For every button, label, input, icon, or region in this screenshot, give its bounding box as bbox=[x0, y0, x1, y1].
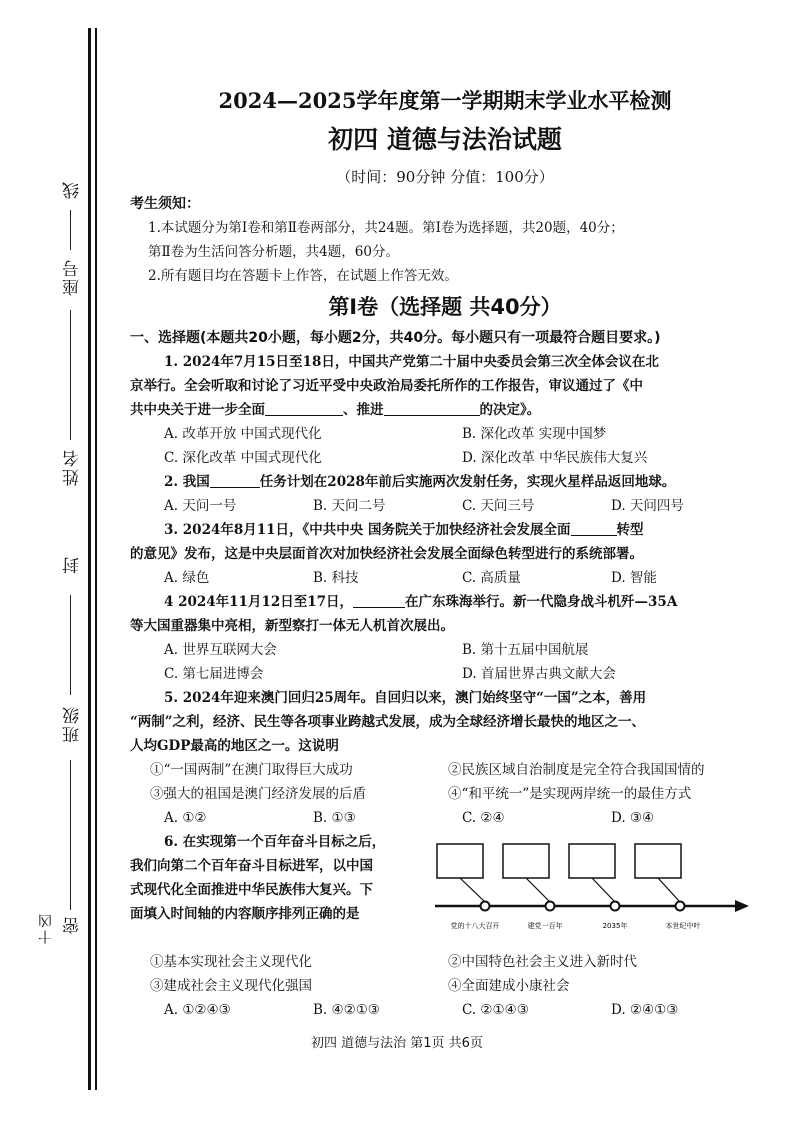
class-line bbox=[70, 595, 71, 695]
option-c: C. ②④ bbox=[462, 810, 505, 826]
q6-line: 6. 在实现第一个百年奋斗目标之后， bbox=[164, 834, 386, 850]
option-b: B. 天问二号 bbox=[313, 498, 386, 514]
option-a: A. 天问一号 bbox=[164, 498, 237, 514]
q5-line: 人均GDP最高的地区之一。这说明 bbox=[130, 738, 339, 754]
statement-4: ④“和平统一”是实现两岸统一的最佳方式 bbox=[448, 786, 692, 802]
q4-line bbox=[130, 590, 760, 614]
timeline-connector bbox=[658, 878, 680, 902]
statement-4: ④全面建成小康社会 bbox=[448, 978, 570, 994]
notice-line: 1.本试题分为第Ⅰ卷和第Ⅱ卷两部分，共24题。第Ⅰ卷为选择题，共20题，40分； bbox=[148, 220, 624, 236]
timeline-node bbox=[676, 902, 685, 911]
q1-line bbox=[130, 398, 760, 422]
option-c: C. 第七届进博会 bbox=[164, 666, 264, 682]
q1-text: 的决定》。 bbox=[479, 402, 541, 418]
side-label-class: 班级 bbox=[63, 705, 83, 743]
exam-info: （时间：90分钟 分值：100分） bbox=[336, 168, 554, 186]
q3-line bbox=[130, 518, 760, 542]
option-b: B. 深化改革 实现中国梦 bbox=[462, 426, 607, 442]
timeline-diagram bbox=[435, 840, 755, 940]
q2-options bbox=[130, 494, 760, 518]
q6-line: 我们向第二个百年奋斗目标进军，以中国 bbox=[130, 858, 373, 874]
option-c: C. ②①④③ bbox=[462, 1002, 529, 1018]
q2-text: 任务计划在2028年前后实施两次发射任务，实现火星样品返回地球。 bbox=[259, 474, 676, 490]
q6-line: 面填入时间轴的内容顺序排列正确的是 bbox=[130, 906, 360, 922]
q3-options bbox=[130, 566, 760, 590]
option-c: C. 高质量 bbox=[462, 570, 521, 586]
q1-text: 共中央关于进一步全面 bbox=[130, 402, 265, 418]
answer-blank bbox=[210, 471, 260, 488]
timeline-label: 党的十八大召开 bbox=[450, 922, 500, 930]
q4-line: 等大国重器集中亮相，新型察打一体无人机首次展出。 bbox=[130, 618, 454, 634]
option-b: B. 科技 bbox=[313, 570, 359, 586]
notice-line: 第Ⅱ卷为生活问答分析题，共4题，60分。 bbox=[148, 244, 399, 260]
statement-3: ③建成社会主义现代化强国 bbox=[150, 978, 312, 994]
timeline-box-1 bbox=[437, 844, 483, 878]
statement-3: ③强大的祖国是澳门经济发展的后盾 bbox=[150, 786, 366, 802]
side-label-xian: 线 bbox=[63, 180, 83, 199]
answer-blank bbox=[265, 399, 343, 416]
option-b: B. 第十五届中国航展 bbox=[462, 642, 589, 658]
timeline-box-4 bbox=[635, 844, 681, 878]
q1-text: 、推进 bbox=[343, 402, 384, 418]
side-label-name: 姓名 bbox=[63, 448, 83, 486]
q4-options bbox=[130, 638, 760, 662]
timeline-connector bbox=[526, 878, 550, 902]
statement-2: ②中国特色社会主义进入新时代 bbox=[448, 954, 637, 970]
extra-line bbox=[70, 760, 71, 910]
timeline-box-2 bbox=[503, 844, 549, 878]
option-a: A. ①② bbox=[164, 810, 207, 826]
timeline-box-3 bbox=[569, 844, 615, 878]
option-d: D. 首届世界古典文献大会 bbox=[462, 666, 616, 682]
timeline-label: 本世纪中叶 bbox=[665, 922, 701, 930]
main-content bbox=[130, 84, 760, 1022]
q5-options bbox=[130, 806, 760, 830]
timeline-label: 建党一百年 bbox=[527, 922, 563, 930]
q3-text: 转型 bbox=[616, 522, 644, 538]
q6-statements bbox=[130, 950, 760, 974]
name-line bbox=[70, 310, 71, 440]
timeline-label: 2035年 bbox=[602, 922, 628, 930]
option-d: D. 智能 bbox=[611, 570, 657, 586]
q4-options bbox=[130, 662, 760, 686]
option-c: C. 天问三号 bbox=[462, 498, 535, 514]
q2-line bbox=[130, 470, 760, 494]
timeline-connector bbox=[460, 878, 485, 902]
q1-line: 1. 2024年7月15日至18日，中国共产党第二十届中央委员会第三次全体会议在北 bbox=[164, 354, 659, 370]
statement-1: ①“一国两制”在澳门取得巨大成功 bbox=[150, 762, 353, 778]
answer-blank bbox=[384, 399, 480, 416]
q5-statements bbox=[130, 782, 760, 806]
binding-line-thin bbox=[95, 28, 97, 1090]
option-a: A. 世界互联网大会 bbox=[164, 642, 277, 658]
side-label-top: 十凶 bbox=[38, 912, 54, 944]
statement-2: ②民族区域自治制度是完全符合我国国情的 bbox=[448, 762, 705, 778]
exam-subject: 初四 道德与法治试题 bbox=[328, 125, 562, 154]
q5-line: 5. 2024年迎来澳门回归25周年。自回归以来，澳门始终坚守“一国”之本，善用 bbox=[164, 690, 647, 706]
q3-line: 的意见》发布，这是中央层面首次对加快经济社会发展全面绿色转型进行的系统部署。 bbox=[130, 546, 643, 562]
q5-statements bbox=[130, 758, 760, 782]
timeline-node bbox=[611, 902, 620, 911]
q4-text: 在广东珠海举行。新一代隐身战斗机歼—35A bbox=[405, 594, 678, 610]
q6-statements bbox=[130, 974, 760, 998]
q5-line: “两制”之利，经济、民生等各项事业跨越式发展，成为全球经济增长最快的地区之一、 bbox=[130, 714, 646, 730]
q1-line: 京举行。全会听取和讨论了习近平受中央政治局委托所作的工作报告，审议通过了《中 bbox=[130, 378, 643, 394]
option-a: A. 改革开放 中国式现代化 bbox=[164, 426, 322, 442]
notice-heading: 考生须知： bbox=[130, 196, 200, 212]
part-heading: 一、选择题(本题共20小题，每小题2分，共40分。每小题只有一项最符合题目要求。) bbox=[130, 330, 661, 346]
option-c: C. 深化改革 中国式现代化 bbox=[164, 450, 322, 466]
exam-title: 2024—2025学年度第一学期期末学业水平检测 bbox=[218, 88, 672, 113]
q6-options bbox=[130, 998, 760, 1022]
timeline-connector bbox=[592, 878, 615, 902]
option-a: A. 绿色 bbox=[164, 570, 210, 586]
side-label-mi: 密 bbox=[63, 915, 83, 934]
q4-text: 4 2024年11月12日至17日， bbox=[164, 594, 354, 610]
section-title: 第Ⅰ卷（选择题 共40分） bbox=[328, 295, 562, 319]
q3-text: 3. 2024年8月11日，《中共中央 国务院关于加快经济社会发展全面 bbox=[164, 522, 571, 538]
option-d: D. 天问四号 bbox=[611, 498, 684, 514]
q6-text bbox=[130, 830, 430, 926]
page-footer: 初四 道德与法治 第1页 共6页 bbox=[311, 1036, 483, 1051]
arrow-right-icon bbox=[735, 900, 749, 912]
seat-number-line bbox=[70, 210, 71, 250]
notice-line: 2.所有题目均在答题卡上作答，在试题上作答无效。 bbox=[148, 268, 458, 284]
option-d: D. ③④ bbox=[611, 810, 655, 826]
q1-options bbox=[130, 422, 760, 446]
option-b: B. ①③ bbox=[313, 810, 356, 826]
option-a: A. ①②④③ bbox=[164, 1002, 231, 1018]
timeline-node bbox=[546, 902, 555, 911]
option-d: D. ②④①③ bbox=[611, 1002, 679, 1018]
answer-blank bbox=[353, 591, 405, 608]
option-b: B. ④②①③ bbox=[313, 1002, 380, 1018]
binding-line-thick bbox=[88, 28, 91, 1090]
q6-line: 式现代化全面推进中华民族伟大复兴。下 bbox=[130, 882, 373, 898]
side-label-feng: 封 bbox=[63, 555, 83, 574]
q1-options bbox=[130, 446, 760, 470]
q6-block bbox=[130, 830, 760, 950]
statement-1: ①基本实现社会主义现代化 bbox=[150, 954, 312, 970]
side-label-seat: 座号 bbox=[63, 258, 83, 296]
q2-text: 2. 我国 bbox=[164, 474, 210, 490]
answer-blank bbox=[571, 519, 617, 536]
timeline-node bbox=[481, 902, 490, 911]
option-d: D. 深化改革 中华民族伟大复兴 bbox=[462, 450, 648, 466]
